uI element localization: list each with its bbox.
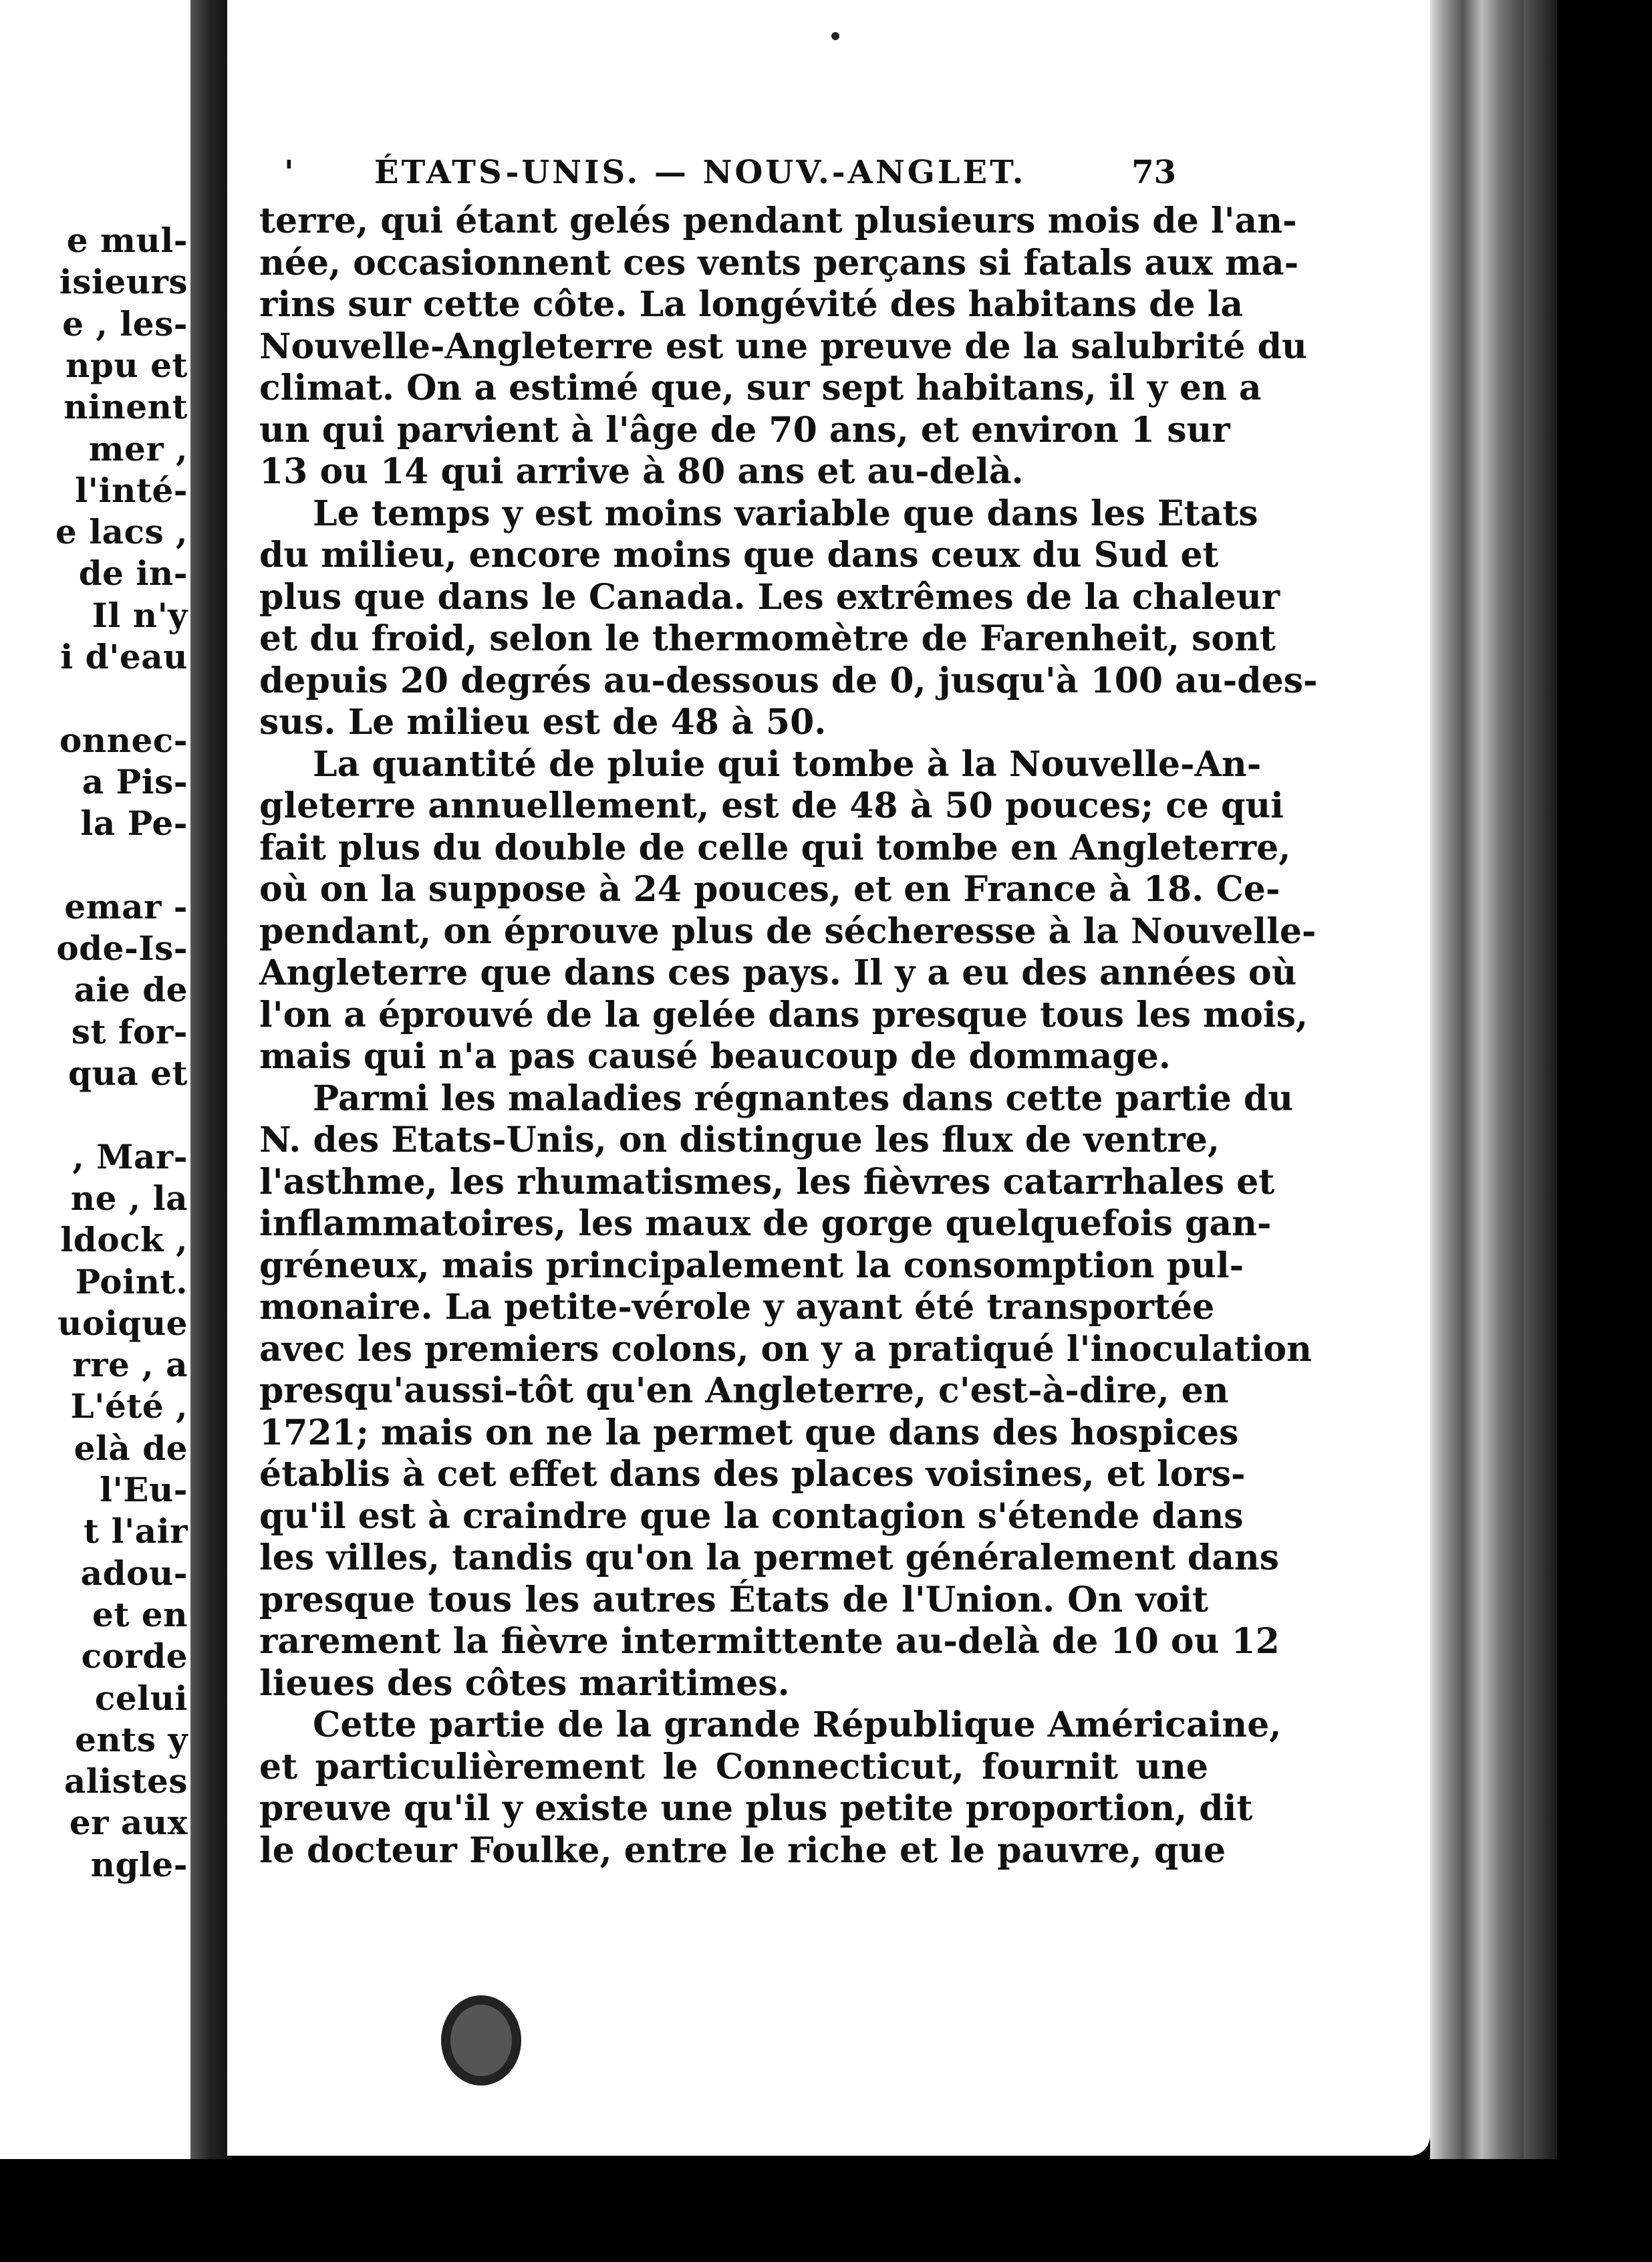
text-line: rins sur cette côte. La longévité des habitans de la — [259, 284, 1244, 325]
text-line: l'on a éprouvé de la gelée dans presque tous les mois, — [259, 994, 1309, 1035]
left-page-line: st for- — [71, 1011, 188, 1051]
text-line: plus que dans le Canada. Les extrêmes de la chaleur — [259, 576, 1280, 618]
running-header — [254, 154, 1176, 201]
text-line: 13 ou 14 qui arrive à 80 ans et au-delà. — [259, 451, 1024, 492]
left-page-line: e lacs , — [55, 512, 188, 552]
text-line: du milieu, encore moins que dans ceux du Sud et — [259, 535, 1219, 576]
left-page-line: e mul- — [66, 221, 188, 260]
left-page-line: ne , la — [70, 1178, 188, 1218]
left-page-line: ode-Is- — [56, 928, 188, 969]
left-page-line: ngle- — [90, 1844, 188, 1884]
text-line: presqu'aussi-tôt qu'en Angleterre, c'est-à-dire, en — [259, 1370, 1229, 1411]
text-line: preuve qu'il y existe une plus petite proportion, dit — [259, 1788, 1253, 1829]
text-line: et du froid, selon le thermomètre de Farenheit, sont — [259, 618, 1276, 659]
text-line: les villes, tandis qu'on la permet généralement dans — [259, 1537, 1280, 1578]
left-page-fragment — [0, 0, 190, 2159]
left-page-line: mer , — [88, 428, 188, 469]
text-line: presque tous les autres États de l'Union. On voit — [259, 1579, 1208, 1620]
text-line: gleterre annuellement, est de 48 à 50 pouces; ce qui — [259, 785, 1284, 826]
text-line: un qui parvient à l'âge de 70 ans, et environ 1 sur — [259, 409, 1230, 451]
left-page-line: rre , a — [72, 1345, 188, 1385]
text-line: Nouvelle-Angleterre est une preuve de la salubrité du — [259, 326, 1307, 367]
left-page-line: adou- — [80, 1553, 188, 1593]
page-edges — [1430, 0, 1524, 2159]
text-line: établis à cet effet dans des places voisines, et lors- — [259, 1454, 1246, 1495]
text-line: fait plus du double de celle qui tombe en Angleterre, — [259, 827, 1291, 868]
text-line: Angleterre que dans ces pays. Il y a eu des années où — [259, 953, 1297, 993]
text-line: rarement la fièvre intermittente au-delà de 10 ou 12 — [259, 1621, 1280, 1662]
left-page-line: uoique — [57, 1303, 188, 1343]
page-number: 73 — [1131, 154, 1176, 191]
header-mark: ' — [284, 154, 294, 191]
left-page-line: L'été , — [70, 1386, 188, 1426]
left-page-line: de in- — [78, 553, 188, 594]
left-page-line: corde — [81, 1636, 188, 1676]
text-line: Parmi les maladies régnantes dans cette partie du — [313, 1078, 1294, 1119]
left-page-line: qua et — [67, 1053, 188, 1093]
book-gutter — [190, 0, 231, 2159]
ink-speck — [831, 32, 839, 40]
running-title: ÉTATS-UNIS. — NOUV.-ANGLET. — [374, 154, 1026, 191]
left-page-line: ninent — [63, 387, 188, 427]
left-page-line: l'Eu- — [99, 1470, 188, 1509]
text-line: pendant, on éprouve plus de sécheresse à la Nouvelle- — [259, 910, 1317, 952]
left-page-line: celui — [94, 1678, 188, 1718]
page-edges-shadow — [1524, 0, 1557, 2159]
text-line: l'asthme, les rhumatismes, les fièvres catarrhales et — [259, 1161, 1275, 1203]
left-page-line: er aux — [69, 1803, 188, 1843]
text-line: gréneux, mais principalement la consomption pul- — [259, 1245, 1244, 1286]
left-page-line: e , les- — [62, 303, 188, 344]
text-line: et particulièrement le Connecticut, fournit une — [259, 1746, 1208, 1787]
text-line: terre, qui étant gelés pendant plusieurs mois de l'an- — [259, 201, 1297, 241]
text-line: le docteur Foulke, entre le riche et le pauvre, que — [259, 1830, 1226, 1871]
left-page-line: ldock , — [60, 1220, 188, 1260]
text-line: sus. Le milieu est de 48 à 50. — [259, 702, 827, 743]
text-line: mais qui n'a pas causé beaucoup de dommage. — [259, 1036, 1171, 1077]
text-line: climat. On a estimé que, sur sept habitans, il y en a — [259, 368, 1262, 408]
text-line: monaire. La petite-vérole y ayant été transportée — [259, 1287, 1215, 1328]
text-line: Le temps y est moins variable que dans les Etats — [313, 493, 1258, 534]
left-page-line: aie de — [74, 970, 188, 1010]
left-page-line: i d'eau — [60, 637, 188, 676]
left-page-line: la Pe- — [80, 803, 188, 844]
ink-stain — [441, 1995, 521, 2086]
left-page-line: et en — [92, 1594, 188, 1634]
text-line: avec les premiers colons, on y a pratiqué l'inoculation — [259, 1328, 1312, 1370]
text-line: depuis 20 degrés au-dessous de 0, jusqu'à 100 au-des- — [259, 660, 1318, 701]
text-line: Cette partie de la grande République Américaine, — [313, 1705, 1282, 1745]
left-page-line: ents y — [75, 1719, 188, 1759]
text-line: où on la suppose à 24 pouces, et en France à 18. Ce- — [259, 869, 1280, 910]
left-page-line: Point. — [75, 1261, 188, 1301]
left-page-line: alistes — [63, 1761, 188, 1801]
left-page-line: Il n'y — [92, 595, 188, 635]
text-line: La quantité de pluie qui tombe à la Nouvelle-An- — [313, 743, 1262, 785]
text-line: qu'il est à craindre que la contagion s'étende dans — [259, 1495, 1244, 1537]
left-page-line: , Mar- — [72, 1136, 188, 1176]
left-page-line: onnec- — [59, 720, 188, 760]
left-page-line: emar - — [64, 886, 188, 926]
text-line: née, occasionnent ces vents perçans si fatals aux ma- — [259, 242, 1299, 283]
left-page-line: l'inté- — [75, 470, 188, 510]
left-page-line: npu et — [65, 345, 188, 385]
left-page-line: t l'air — [83, 1511, 188, 1551]
text-line: N. des Etats-Unis, on distingue les flux de ventre, — [259, 1120, 1220, 1160]
text-line: lieues des côtes maritimes. — [259, 1662, 790, 1704]
left-page-line: isieurs — [59, 262, 188, 302]
left-page-line: elà de — [74, 1428, 188, 1468]
page-body-text — [259, 201, 1318, 1872]
text-line: 1721; mais on ne la permet que dans des hospices — [259, 1412, 1239, 1453]
text-line: inflammatoires, les maux de gorge quelquefois gan- — [259, 1203, 1272, 1244]
left-page-line: a Pis- — [82, 761, 188, 801]
